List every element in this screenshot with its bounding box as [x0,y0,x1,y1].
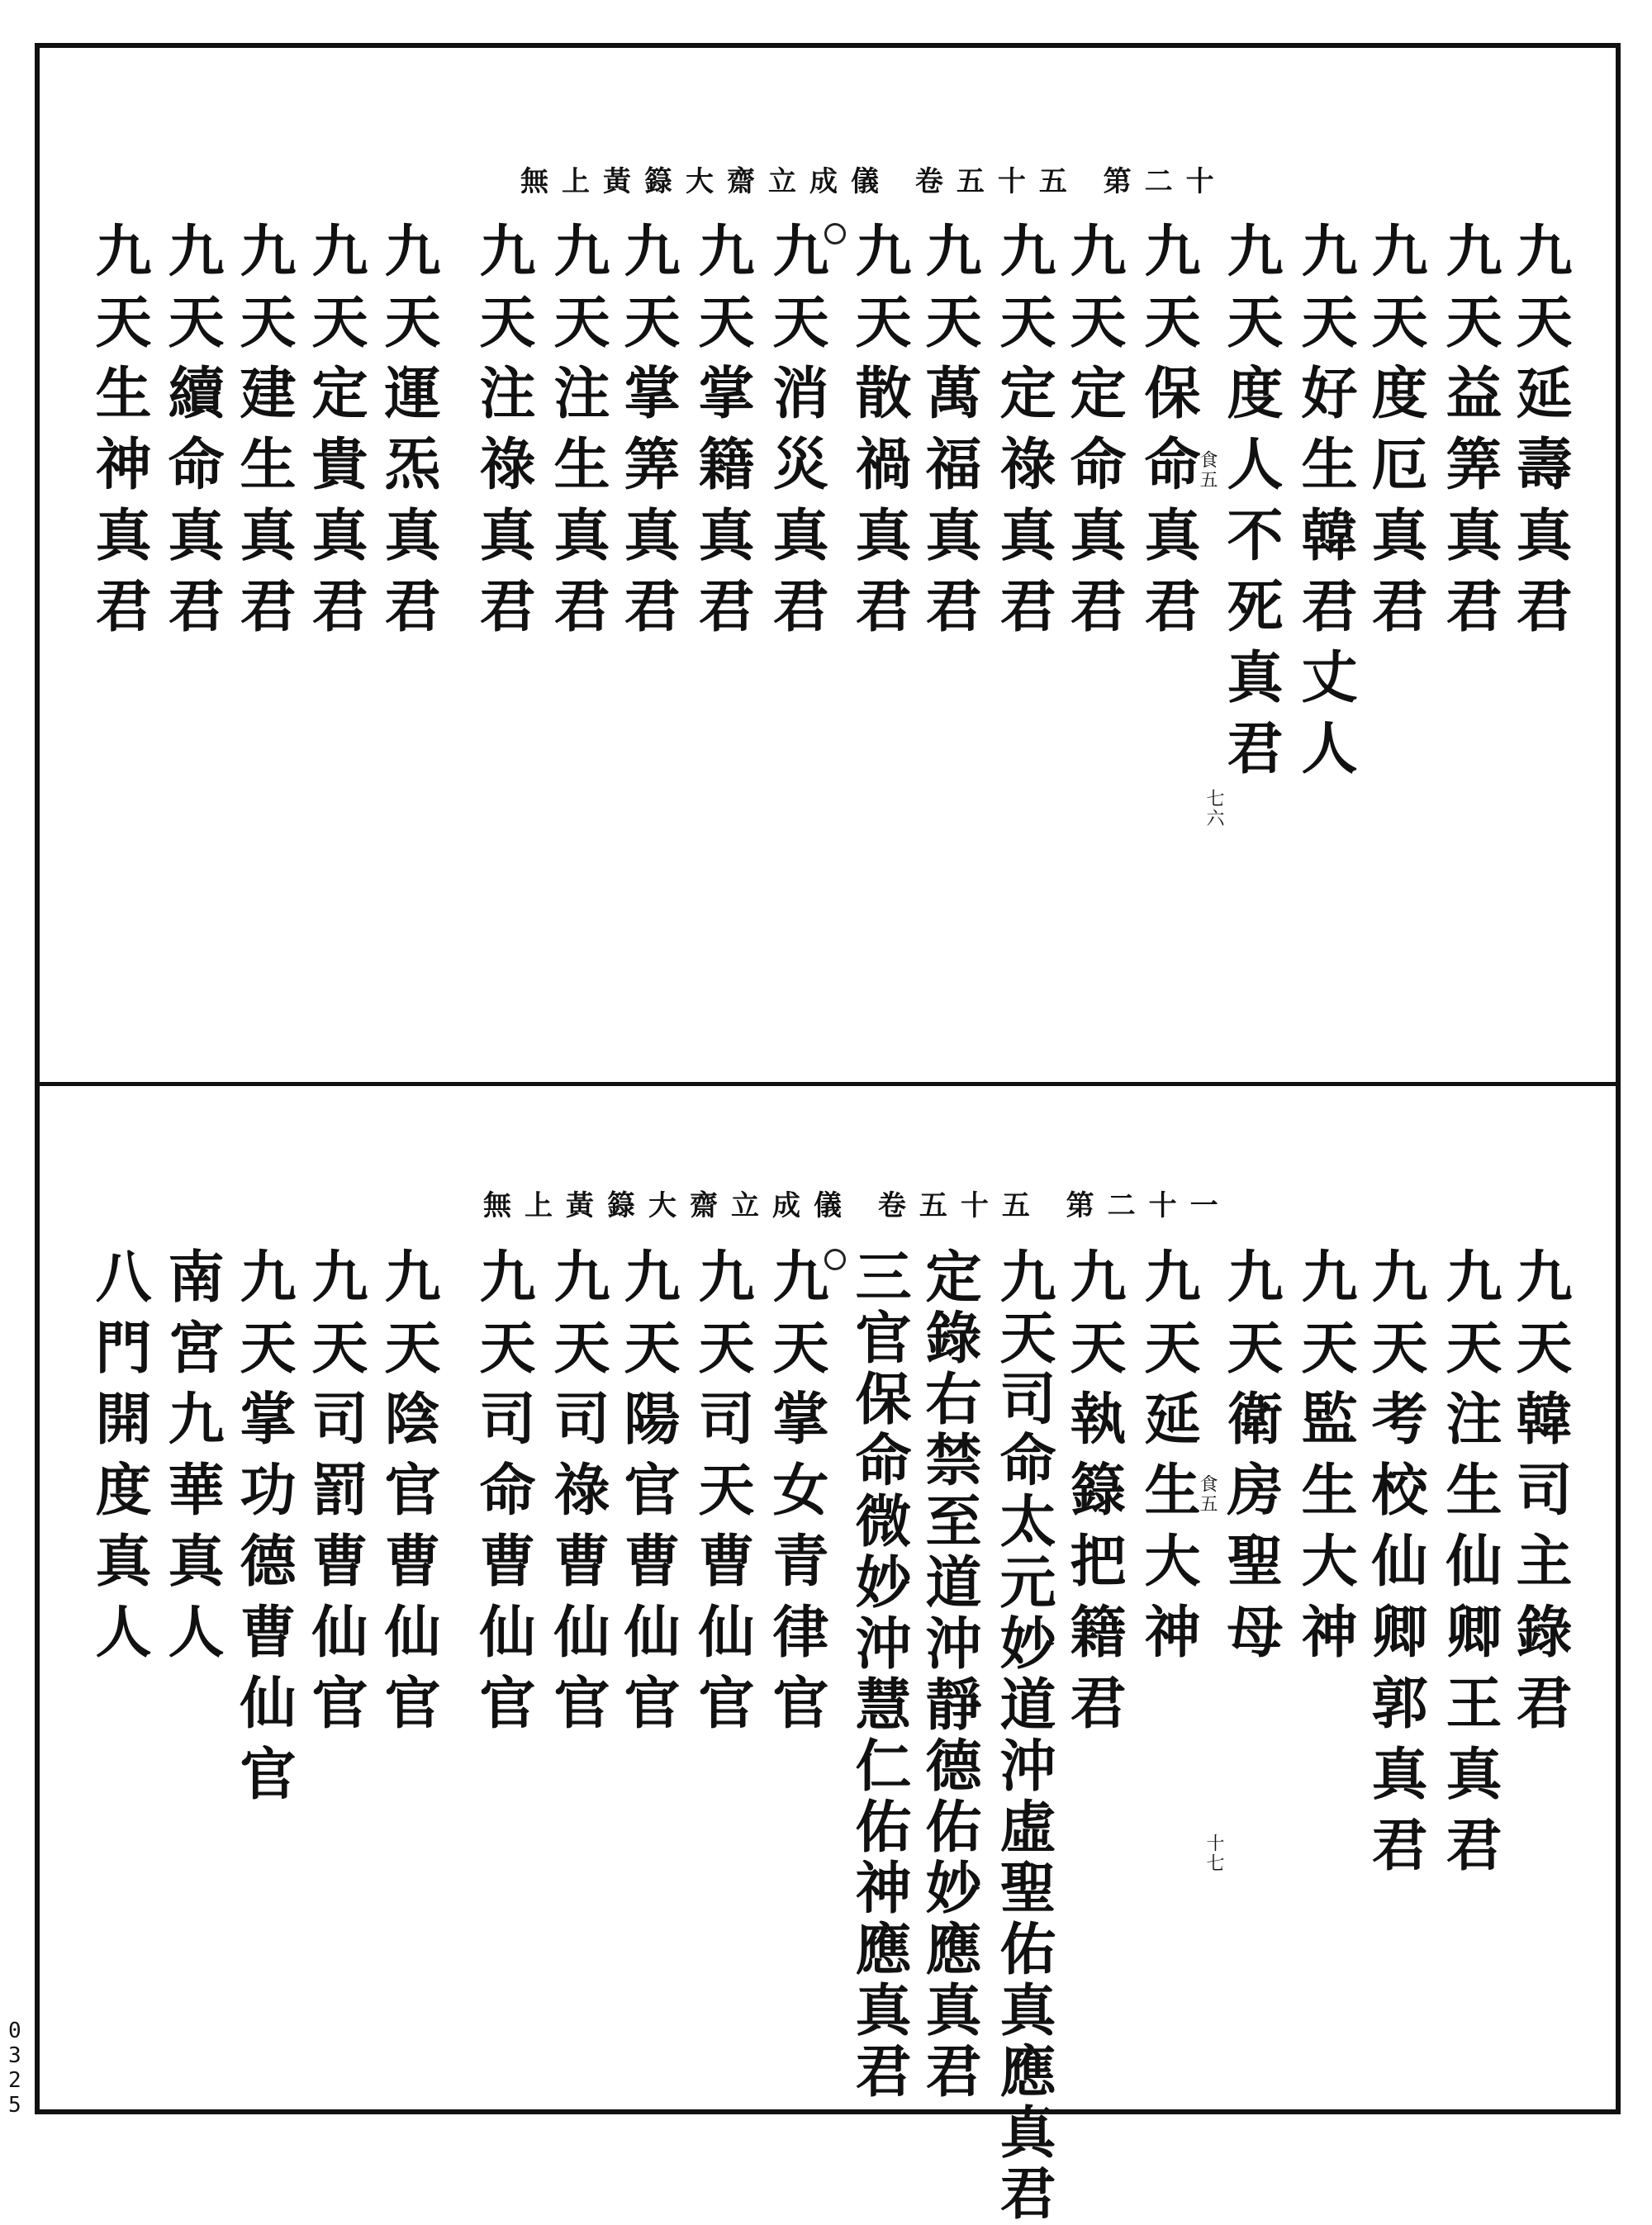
half-divider [35,1082,1621,1086]
top-running-header: 無上黃籙大齋立成儀 卷五十五 第二十 [520,165,1227,198]
top-column-3: 九天度厄真君 [1362,221,1428,648]
bottom-column-10: 三官保命微妙沖慧仁佑神應真君 [846,1247,912,2103]
top-column-18: 九天建生真君 [230,221,297,648]
top-column-20: 九天生神真君 [86,221,152,648]
top-section-circle-mark [824,223,846,244]
top-column-14: 九天注生真君 [544,221,610,648]
top-column-5: 九天度人不死真君 [1218,221,1284,790]
bottom-column-16: 九天陰官曹仙官 [375,1247,441,1744]
bottom-column-19: 南宮九華真人 [159,1247,225,1673]
top-margin-note-1: 食五 [1197,450,1218,490]
bottom-column-14: 九天司祿曹仙官 [544,1247,610,1744]
bottom-column-18: 九天掌功德曹仙官 [230,1247,297,1815]
bottom-column-2: 九天注生仙卿王真君 [1436,1247,1502,1886]
bottom-column-13: 九天陽官曹仙官 [615,1247,681,1744]
top-column-9: 九天萬福真君 [916,221,982,648]
top-column-2: 九天益筭真君 [1436,221,1502,648]
top-column-13: 九天掌筭真君 [615,221,681,648]
top-column-4: 九天好生韓君丈人 [1292,221,1358,790]
bottom-column-17: 九天司罰曹仙官 [302,1247,368,1744]
top-margin-note-2: 七六 [1203,789,1224,828]
top-column-16: 九天運炁真君 [375,221,441,648]
bottom-column-15: 九天司命曹仙官 [470,1247,536,1744]
bottom-margin-note-2: 十七 [1203,1834,1224,1873]
bottom-column-1: 九天韓司主錄君 [1507,1247,1573,1744]
bottom-column-12: 九天司天曹仙官 [689,1247,755,1744]
top-column-10: 九天散禍真君 [846,221,912,648]
bottom-column-7: 九天執籙把籍君 [1061,1247,1127,1744]
bottom-column-8: 九天司命太元妙道沖虛聖佑真應真君 [990,1247,1056,2225]
bottom-column-9: 定錄右禁至道沖靜德佑妙應真君 [916,1247,982,2103]
bottom-margin-note-1: 食五 [1197,1474,1218,1514]
top-column-1: 九天延壽真君 [1507,221,1573,648]
bottom-column-5: 九天衛房聖母 [1218,1247,1284,1673]
page-number: 0325 [8,2019,21,2118]
top-column-19: 九天續命真君 [159,221,225,648]
bottom-column-4: 九天監生大神 [1292,1247,1358,1673]
bottom-section-circle-mark [824,1249,846,1270]
bottom-running-header: 無上黃籙大齋立成儀 卷五十五 第二十一 [483,1189,1232,1222]
top-column-17: 九天定貴真君 [302,221,368,648]
top-column-15: 九天注祿真君 [470,221,536,648]
bottom-column-6: 九天延生大神 [1135,1247,1201,1673]
top-column-7: 九天定命真君 [1061,221,1127,648]
bottom-column-3: 九天考校仙卿郭真君 [1362,1247,1428,1886]
bottom-column-11: 九天掌女青律官 [763,1247,829,1744]
bottom-column-20: 八門開度真人 [86,1247,152,1673]
top-column-6: 九天保命真君 [1135,221,1201,648]
top-column-12: 九天掌籍真君 [689,221,755,648]
top-column-8: 九天定祿真君 [990,221,1056,648]
top-column-11: 九天消災真君 [763,221,829,648]
